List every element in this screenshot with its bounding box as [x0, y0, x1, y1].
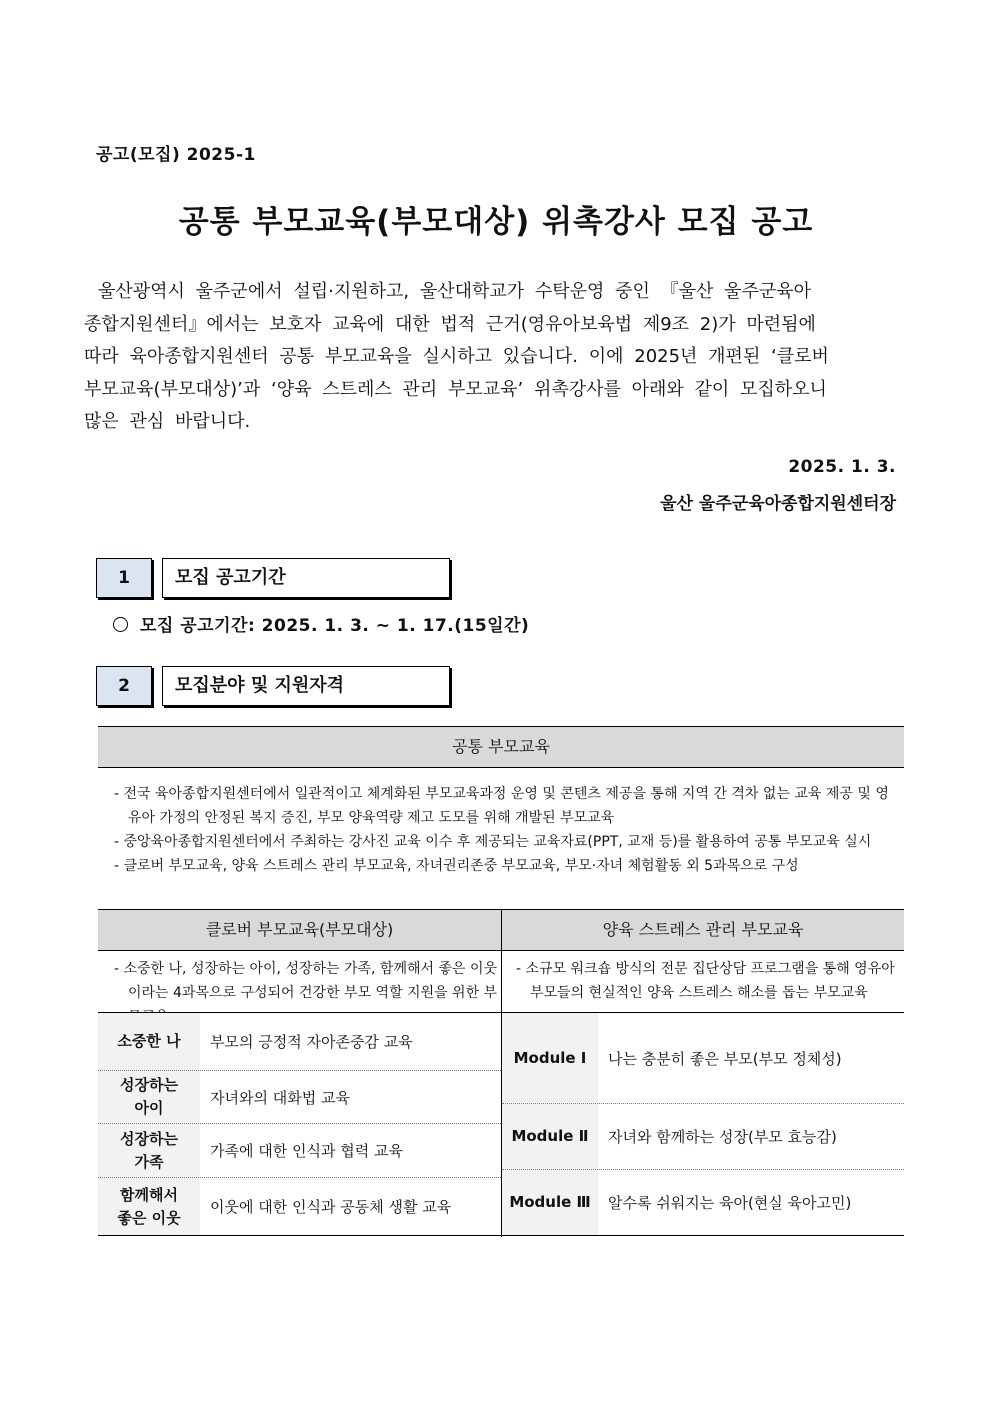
- notice-number: 공고(모집) 2025-1: [96, 145, 256, 165]
- stress-row-label: Module Ⅱ: [502, 1104, 598, 1169]
- common-education-description: [98, 768, 904, 878]
- page-title: 공통 부모교육(부모대상) 위촉강사 모집 공고: [178, 204, 814, 240]
- intro-line: 종합지원센터』에서는 보호자 교육에 대한 법적 근거(영유아보육법 제9조 2)가 마련됨에: [84, 313, 816, 335]
- clover-heading: 클로버 부모교육(부모대상): [98, 910, 501, 951]
- stress-description-text: - 소규모 워크숍 방식의 전문 집단상담 프로그램을 통해 영유아 부모들의 현실적인 양육 스트레스 해소를 돕는 부모교육: [516, 961, 895, 1001]
- stress-row-label: Module Ⅲ: [502, 1170, 598, 1235]
- clover-description-text: - 소중한 나, 성장하는 아이, 성장하는 가족, 함께해서 좋은 이웃이라는 4과목으로 구성되어 건강한 부모 역할 지원을 위한 부: [114, 961, 498, 1001]
- clover-row-label: 소중한 나: [98, 1013, 200, 1070]
- clover-row-label: 성장하는 아이: [98, 1071, 200, 1123]
- recruitment-period-text: 모집 공고기간: 2025. 1. 3. ~ 1. 17.(15일간): [140, 616, 530, 636]
- common-education-box: [98, 726, 904, 911]
- section-2-title: 모집분야 및 지원자격: [162, 666, 450, 706]
- list-item: - 전국 육아종합지원센터에서 일관적이고 체계화된 부모교육과정 운영 및 콘텐츠 제공을 통해 지역 간 격차 없는 교육 제공 및 영유아 가정의 안정된 복지 증진, 부모 양육역량 제고 도모를 위해 개발된 부모교육: [114, 786, 889, 826]
- intro-line: 부모교육(부모대상)’과 ‘양육 스트레스 관리 부모교육’ 위촉강사를 아래와 같이 모집하오니: [84, 378, 827, 400]
- circle-bullet-icon: [113, 617, 128, 632]
- section-1-number: 1: [96, 558, 152, 598]
- clover-row-label: 함께해서 좋은 이웃: [98, 1178, 200, 1235]
- stress-description: [508, 957, 900, 1005]
- clover-row-text: 이웃에 대한 인식과 공동체 생활 교육: [210, 1198, 452, 1216]
- clover-row-label: 성장하는 가족: [98, 1124, 200, 1177]
- common-education-heading: 공통 부모교육: [98, 727, 904, 768]
- section-1-title: 모집 공고기간: [162, 558, 450, 598]
- clover-row-text: 가족에 대한 인식과 협력 교육: [210, 1142, 403, 1160]
- intro-line: 울산광역시 울주군에서 설립·지원하고, 울산대학교가 수탁운영 중인 『울산 울주군육아: [98, 281, 812, 302]
- section-2-number: 2: [96, 666, 152, 706]
- stress-row-text: 나는 충분히 좋은 부모(부모 정체성): [608, 1049, 842, 1068]
- recruitment-period: [113, 611, 529, 636]
- organization-name: 울산 울주군육아종합지원센터장: [660, 494, 896, 514]
- notice-date: 2025. 1. 3.: [788, 457, 896, 477]
- list-item: - 중앙육아종합지원센터에서 주최하는 강사진 교육 이수 후 제공되는 교육자료(PPT, 교재 등)를 활용하여 공통 부모교육 실시: [114, 834, 872, 850]
- stress-row-text: 알수록 쉬워지는 육아(현실 육아고민): [608, 1194, 852, 1212]
- intro-line: 따라 육아종합지원센터 공통 부모교육을 실시하고 있습니다. 이에 2025년 개편된 ‘클로버: [84, 346, 829, 367]
- clover-row-text: 부모의 긍정적 자아존중감 교육: [210, 1033, 413, 1051]
- intro-line: 많은 관심 바랍니다.: [84, 411, 251, 432]
- program-table: [98, 909, 904, 1237]
- clover-row-text: 자녀와의 대화법 교육: [210, 1088, 350, 1107]
- stress-heading: 양육 스트레스 관리 부모교육: [502, 910, 904, 951]
- list-item: - 클로버 부모교육, 양육 스트레스 관리 부모교육, 자녀권리존중 부모교육, 부모·자녀 체험활동 외 5과목으로 구성: [114, 858, 799, 874]
- stress-row-label: Module Ⅰ: [502, 1013, 598, 1103]
- intro-paragraph: [84, 276, 896, 439]
- stress-row-text: 자녀와 함께하는 성장(부모 효능감): [608, 1128, 837, 1146]
